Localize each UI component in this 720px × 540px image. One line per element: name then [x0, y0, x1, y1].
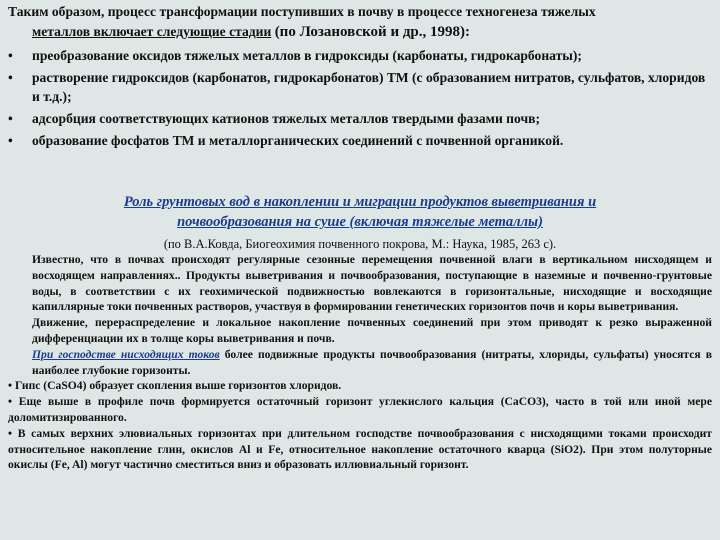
bullet-marker: • — [8, 133, 13, 148]
bullet-marker: • — [8, 48, 13, 63]
list-item-text: адсорбция соответствующих катионов тяжелых металлов твердыми фазами почв; — [32, 111, 540, 126]
list-item — [8, 131, 708, 150]
paragraph-1: Известно, что в почвах происходят регулярные сезонные перемещения почвенной влаги в вертикальном нисходящем и восходящем направлениях.. Продукты выветривания и почвообразования, поступающие в наземные и почвенно-грунтовые воды, в соответствии с их геохимической подвижностью вовлекаются в горизонтальные, нисходящие и восходящие капиллярные токи почвенных растворов, участвуя в формировании генетических горизонтов почв и коры выветривания. — [32, 253, 712, 314]
intro-line2-source: (по Лозановской и др., 1998): — [274, 24, 471, 40]
list-item — [8, 68, 708, 106]
body-text — [8, 252, 712, 473]
section-title — [0, 192, 720, 232]
intro-line2-bold: металлов включает следующие стадии — [32, 24, 272, 39]
intro-line2 — [8, 22, 708, 42]
intro-line1: Таким образом, процесс трансформации поступивших в почву в процессе техногенеза тяжелых — [8, 4, 596, 19]
section-source: (по В.А.Ковда, Биогеохимия почвенного покрова, М.: Наука, 1985, 263 с). — [163, 237, 557, 251]
intro-heading — [8, 2, 708, 42]
list-item — [8, 109, 708, 128]
list-item — [8, 46, 708, 65]
section-title-line2: почвообразования на суше (включая тяжелые металлы) — [177, 214, 543, 230]
bullet-marker: • — [8, 111, 13, 126]
stages-list — [8, 46, 708, 153]
body-bullet-1: • Гипс (CaSO4) образует скопления выше горизонтов хлоридов. — [8, 379, 342, 393]
paragraph-3 — [8, 347, 712, 379]
bullet-marker: • — [8, 70, 13, 85]
list-item-text: образование фосфатов ТМ и металлорганических соединений с почвенной органикой. — [32, 133, 564, 148]
paragraph-2: Движение, перераспределение и локальное накопление почвенных соединений при этом приводят к резко выраженной дифференциации их в толще коры выветривания и почв. — [32, 316, 712, 345]
list-item-text: преобразование оксидов тяжелых металлов в гидроксиды (карбонаты, гидрокарбонаты); — [32, 48, 582, 63]
section-title-line1: Роль грунтовых вод в накоплении и миграции продуктов выветривания и — [123, 194, 597, 210]
descending-flows-link[interactable]: При господстве нисходящих токов — [32, 347, 220, 361]
body-bullet-2: • Еще выше в профиле почв формируется остаточный горизонт углекислого кальция (CaCO3), часто в той или иной мере доломитизированного. — [8, 395, 712, 424]
paragraph-3-text: более подвижные продукты почвообразования (нитраты, хлориды, сульфаты) уносятся в наиболее глубокие горизонты. — [32, 347, 712, 377]
list-item-text: растворение гидроксидов (карбонатов, гидрокарбонатов) ТМ (с образованием нитратов, сульфатов, хлоридов и т.д.); — [32, 70, 706, 104]
body-bullet-3: • В самых верхних элювиальных горизонтах при длительном господстве почвообразования с нисходящими токами происходит относительное накопление глин, окислов Al и Fe, относительное накопление остаточного кварца (SiO2). При этом полуторные окислы (Fe, Al) могут частично сместиться вниз и образовать иллювиальный горизонт. — [8, 426, 712, 472]
